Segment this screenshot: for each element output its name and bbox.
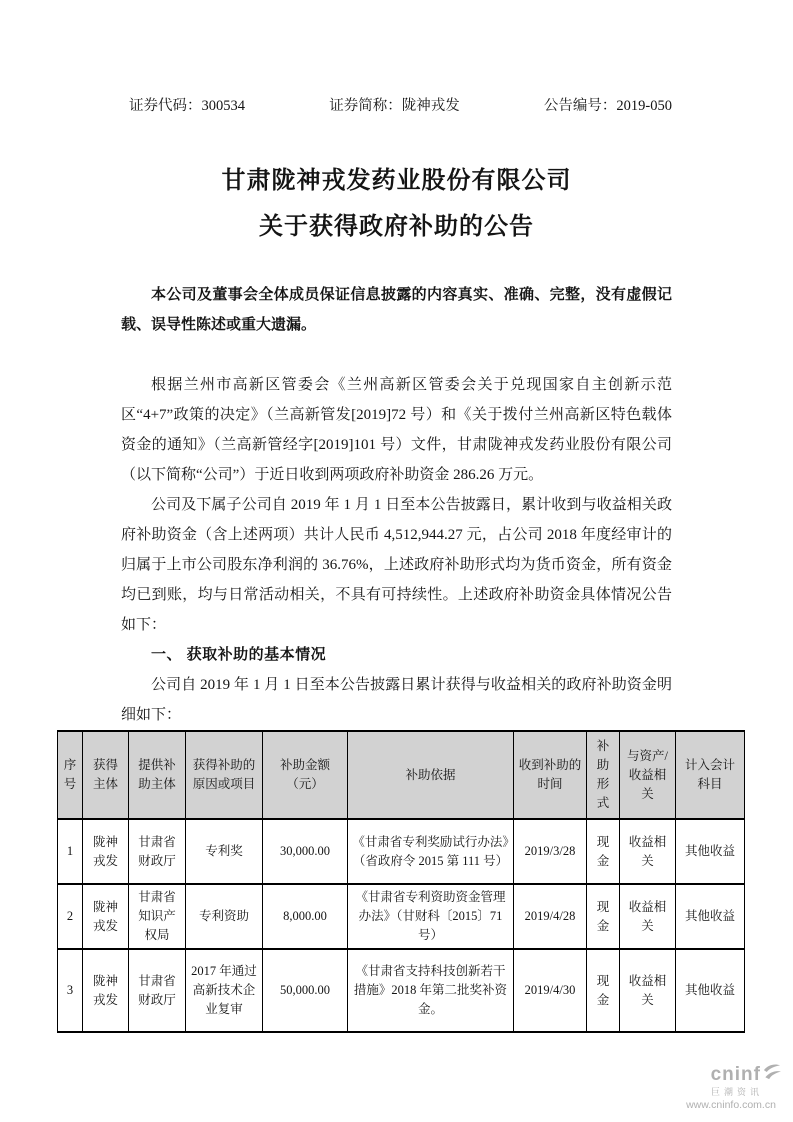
table-cell: 2 xyxy=(58,884,83,949)
table-row xyxy=(58,949,745,1032)
cninfo-swirl-icon xyxy=(762,1063,781,1086)
table-cell: 收益相关 xyxy=(620,819,676,884)
cninfo-brand-row xyxy=(675,1063,787,1086)
cninfo-logo xyxy=(675,1063,787,1112)
header-cell-amount: 补助金额（元） xyxy=(263,731,348,819)
announcement-number: 公告编号：2019-050 xyxy=(543,98,672,114)
table-row xyxy=(58,819,745,884)
table-cell: 其他收益 xyxy=(676,819,745,884)
table-row xyxy=(58,884,745,949)
table-cell: 甘肃省财政厅 xyxy=(129,819,186,884)
doc-title: 甘肃陇神戎发药业股份有限公司 xyxy=(221,167,572,194)
table-cell: 50,000.00 xyxy=(263,949,348,1032)
table-cell: 甘肃省财政厅 xyxy=(129,949,186,1032)
table-cell: 专利奖 xyxy=(186,819,263,884)
doc-subtitle: 关于获得政府补助的公告 xyxy=(259,213,534,240)
table-cell: 现金 xyxy=(587,819,620,884)
header-cell-reason: 获得补助的原因或项目 xyxy=(186,731,263,819)
table-cell: 专利资助 xyxy=(186,884,263,949)
table-cell: 其他收益 xyxy=(676,949,745,1032)
section-heading-1: 一、 获取补助的基本情况 xyxy=(151,646,327,663)
paragraph-subsidy-summary: 公司及下属子公司自 2019 年 1 月 1 日至本公告披露日，累计收到与收益相关政府补助资金（含上述两项）共计人民币 4,512,944.27 元，占公司 2018 年度经审计的归属于上市公司股东净利润的 36.76%，上述政府补助形式均为货币资金，所有资金均已到账，均与日常活动相关，不具有可持续性。上述政府补助资金具体情况公告如下： xyxy=(121,497,672,633)
table-cell: 收益相关 xyxy=(620,884,676,949)
table-cell: 陇神戎发 xyxy=(83,949,129,1032)
table-cell: 2019/3/28 xyxy=(514,819,587,884)
table-header-row xyxy=(58,731,745,819)
table-cell: 甘肃省知识产权局 xyxy=(129,884,186,949)
doc-header xyxy=(121,96,672,116)
table-cell: 《甘肃省支持科技创新若干措施》2018 年第二批奖补资金。 xyxy=(348,949,514,1032)
header-cell-form: 补助形式 xyxy=(587,731,620,819)
table-cell: 2019/4/28 xyxy=(514,884,587,949)
table-cell: 《甘肃省专利资助资金管理办法》（甘财科〔2015〕71 号） xyxy=(348,884,514,949)
table-cell: 现金 xyxy=(587,949,620,1032)
header-cell-relation: 与资产/收益相关 xyxy=(620,731,676,819)
subsidy-table xyxy=(57,730,745,1033)
table-cell: 30,000.00 xyxy=(263,819,348,884)
paragraph-detail-intro: 公司自 2019 年 1 月 1 日至本公告披露日累计获得与收益相关的政府补助资金明细如下： xyxy=(121,677,672,723)
header-cell-index: 序号 xyxy=(58,731,83,819)
cninfo-chinese-name: 巨潮资讯 xyxy=(710,1087,763,1097)
disclaimer-paragraph: 本公司及董事会全体成员保证信息披露的内容真实、准确、完整，没有虚假记载、误导性陈述或重大遗漏。 xyxy=(121,287,672,333)
table-cell: 1 xyxy=(58,819,83,884)
table-cell: 3 xyxy=(58,949,83,1032)
table-cell: 2019/4/30 xyxy=(514,949,587,1032)
header-cell-basis: 补助依据 xyxy=(348,731,514,819)
table-cell: 其他收益 xyxy=(676,884,745,949)
stock-abbr: 证券简称：陇神戎发 xyxy=(329,98,460,114)
cninfo-brand-text: cninf xyxy=(710,1063,761,1085)
table-cell: 陇神戎发 xyxy=(83,884,129,949)
header-cell-recipient: 获得主体 xyxy=(83,731,129,819)
stock-code: 证券代码：300534 xyxy=(129,98,245,114)
table-cell: 现金 xyxy=(587,884,620,949)
header-cell-date: 收到补助的时间 xyxy=(514,731,587,819)
table-cell: 2017 年通过高新技术企业复审 xyxy=(186,949,263,1032)
table-cell: 《甘肃省专利奖励试行办法》（省政府令 2015 第 111 号） xyxy=(348,819,514,884)
header-cell-provider: 提供补助主体 xyxy=(129,731,186,819)
paragraph-subsidy-basis: 根据兰州市高新区管委会《兰州高新区管委会关于兑现国家自主创新示范区“4+7”政策的决定》（兰高新管发[2019]72 号）和《关于拨付兰州高新区特色载体资金的通知》（兰高新管经字[2019]101 号）文件，甘肃陇神戎发药业股份有限公司（以下简称“公司”）于近日收到两项政府补助资金 286.26 万元。 xyxy=(121,377,672,483)
cninfo-url: www.cninfo.com.cn xyxy=(686,1099,776,1111)
table-cell: 收益相关 xyxy=(620,949,676,1032)
table-cell: 8,000.00 xyxy=(263,884,348,949)
table-cell: 陇神戎发 xyxy=(83,819,129,884)
header-cell-account: 计入会计科目 xyxy=(676,731,745,819)
